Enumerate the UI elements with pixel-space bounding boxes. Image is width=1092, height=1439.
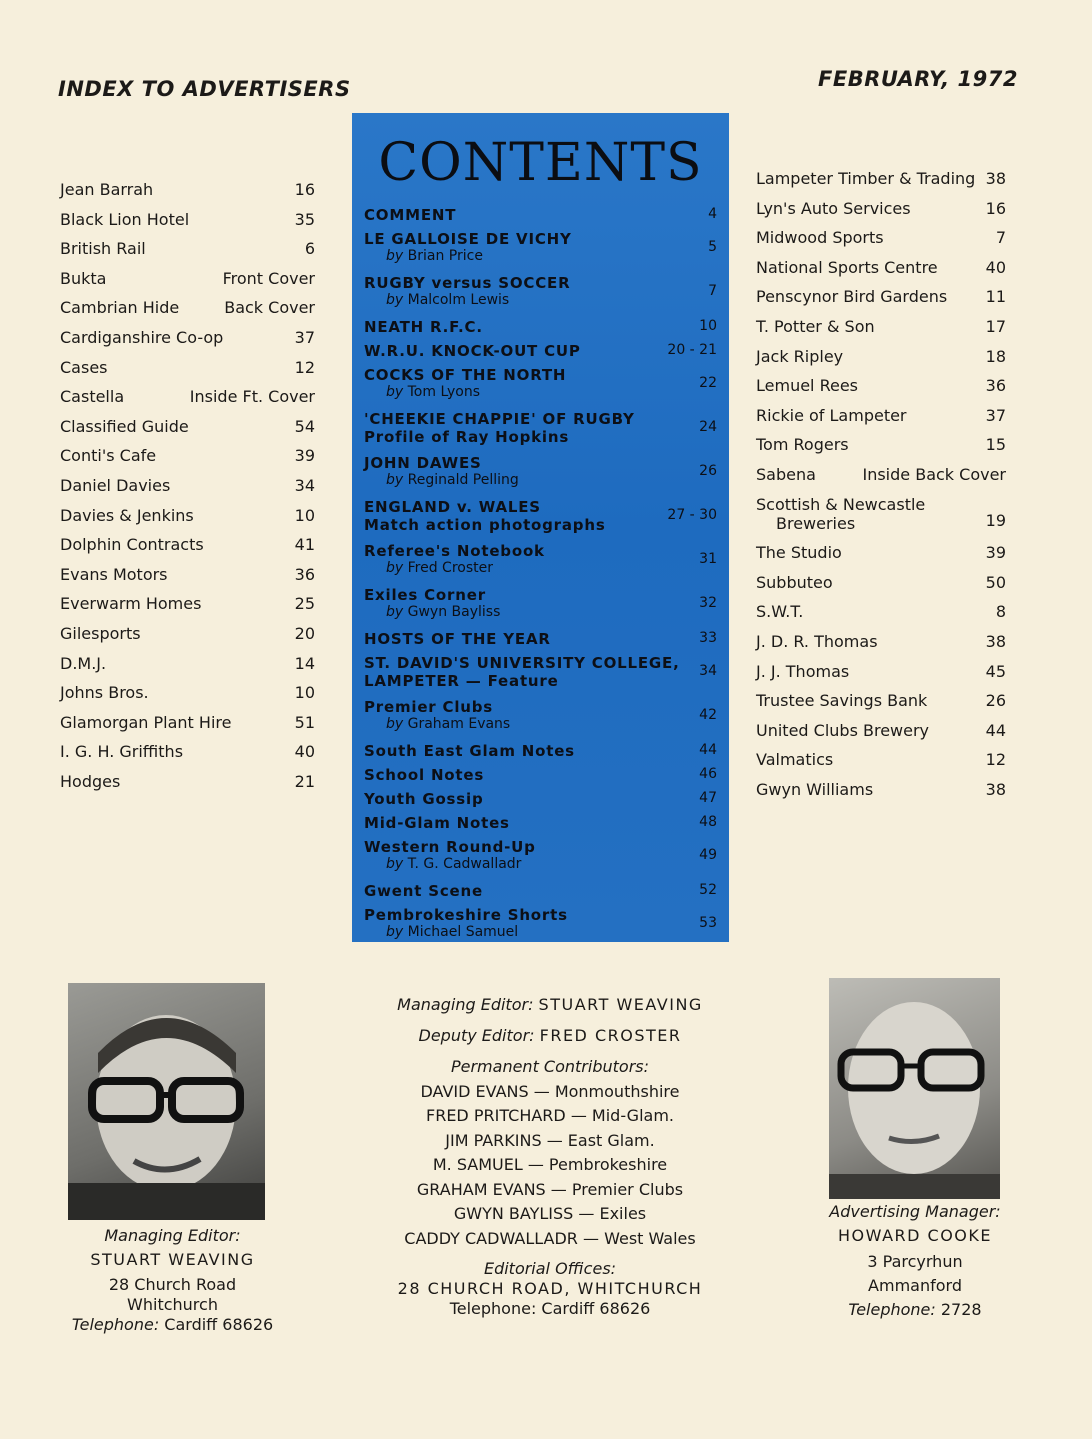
advertiser-name: Lyn's Auto Services [756, 198, 911, 218]
contents-entry-title: HOSTS OF THE YEAR [364, 630, 551, 648]
advertiser-name: Bukta [60, 268, 107, 288]
advertiser-page: 16 [985, 198, 1006, 218]
advertiser-name: Gilesports [60, 624, 141, 643]
contents-entry [364, 366, 717, 400]
contents-entry-page: 32 [699, 595, 717, 611]
advertiser-page: 20 [294, 624, 315, 643]
contents-entry-subtitle: Match action photographs [364, 516, 606, 534]
advertiser-row [756, 258, 1006, 284]
advertiser-row [756, 750, 1006, 776]
contents-entry-title: Western Round-Up [364, 838, 536, 856]
contents-entry-title: W.R.U. KNOCK-OUT CUP [364, 342, 581, 360]
advertiser-row [756, 376, 1006, 402]
advertiser-row [60, 269, 315, 295]
right-caption-role: Advertising Manager: [829, 1202, 1001, 1221]
advertiser-page: 12 [985, 750, 1006, 770]
contents-entry-title: Pembrokeshire Shorts [364, 906, 568, 924]
advertiser-row [756, 662, 1006, 688]
advertiser-row [756, 780, 1006, 806]
advertiser-name: Gwyn Williams [756, 780, 874, 799]
advertiser-page: 36 [985, 376, 1006, 396]
advertiser-name: British Rail [60, 239, 146, 259]
contents-entry-page: 48 [699, 814, 717, 830]
advertiser-name: Tom Rogers [756, 435, 849, 455]
advertiser-row [60, 210, 315, 236]
advertiser-row [756, 691, 1006, 717]
advertiser-name: Trustee Savings Bank [756, 691, 928, 711]
contents-entry-page: 26 [699, 463, 717, 479]
managing-editor-photo [68, 983, 265, 1220]
advertiser-page: 54 [294, 416, 315, 436]
right-caption-addr1: 3 Parcyrhun [867, 1252, 963, 1271]
contents-entry-page: 49 [699, 847, 717, 863]
advertiser-row [756, 632, 1006, 658]
left-caption-role: Managing Editor: [104, 1226, 241, 1245]
contents-entry [364, 814, 717, 832]
contents-entry-page: 7 [708, 283, 717, 299]
contents-entry-title: JOHN DAWES [364, 454, 482, 472]
advertiser-name: Everwarm Homes [60, 594, 202, 614]
advertiser-name: Cases [60, 357, 108, 377]
advertiser-page: Back Cover [224, 298, 315, 318]
contents-entry [364, 454, 717, 488]
advertiser-page: 18 [985, 346, 1006, 366]
advertiser-page: 38 [985, 632, 1006, 651]
advertiser-name: Jack Ripley [756, 346, 844, 366]
advertiser-page: 37 [294, 328, 315, 347]
advertiser-page: 19 [985, 510, 1006, 530]
advertiser-name: J. D. R. Thomas [756, 632, 878, 651]
advertiser-row [60, 298, 315, 324]
advertiser-row [60, 742, 315, 768]
advertiser-row [60, 446, 315, 472]
contents-entry-title: COMMENT [364, 206, 457, 224]
contents-entry-title: School Notes [364, 766, 485, 784]
advertiser-row [756, 602, 1006, 628]
contents-entry-title: ST. DAVID'S UNIVERSITY COLLEGE, [364, 654, 680, 672]
advertiser-name: Lampeter Timber & Trading [756, 169, 976, 188]
contributors-label: Permanent Contributors: [450, 1057, 649, 1076]
contents-entry-title: Mid-Glam Notes [364, 814, 510, 832]
advertiser-row [756, 435, 1006, 461]
advertiser-name: Jean Barrah [60, 180, 154, 199]
advertiser-name: Midwood Sports [756, 228, 884, 248]
contents-entry-page: 4 [708, 206, 717, 222]
advertiser-row [60, 358, 315, 384]
advertiser-row [60, 565, 315, 591]
advertiser-row [756, 573, 1006, 599]
advertiser-row [60, 683, 315, 709]
contents-entry [364, 586, 717, 620]
right-caption-phone: Telephone: 2728 [848, 1300, 982, 1319]
contents-entry-author: by Malcolm Lewis [386, 292, 510, 308]
contents-entry [364, 630, 717, 648]
contents-entry-title: Gwent Scene [364, 882, 483, 900]
contents-entry-title: 'CHEEKIE CHAPPIE' OF RUGBY [364, 410, 635, 428]
advertiser-row [756, 317, 1006, 343]
contents-entry-title: COCKS OF THE NORTH [364, 366, 567, 384]
contents-entry [364, 206, 717, 224]
advertiser-row [60, 506, 315, 532]
contents-entry-page: 27 - 30 [667, 507, 717, 523]
contents-entry-page: 52 [699, 882, 717, 898]
contents-entry-title: Premier Clubs [364, 698, 494, 716]
contributor: FRED PRITCHARD — Mid-Glam. [426, 1106, 674, 1125]
advertiser-name: Rickie of Lampeter [756, 405, 907, 425]
advertiser-page: 38 [985, 780, 1006, 799]
advertiser-row [756, 199, 1006, 225]
contents-entry-subtitle: Profile of Ray Hopkins [364, 428, 570, 446]
contents-entry [364, 882, 717, 900]
advertiser-page: 26 [985, 691, 1006, 711]
contents-entry-page: 46 [699, 766, 717, 782]
left-caption-phone: Telephone: Cardiff 68626 [71, 1315, 274, 1334]
advertiser-name: Cambrian Hide [60, 298, 180, 318]
contributor: CADDY CADWALLADR — West Wales [404, 1228, 696, 1248]
contents-entry-author: by Tom Lyons [386, 384, 480, 400]
advertiser-name: D.M.J. [60, 653, 107, 673]
advertiser-name: Black Lion Hotel [60, 209, 190, 229]
advertiser-page: 15 [985, 435, 1006, 455]
contents-entry-page: 31 [699, 551, 717, 567]
advertiser-name: Dolphin Contracts [60, 535, 204, 555]
left-caption-name: STUART WEAVING [90, 1250, 255, 1269]
advertiser-row [60, 328, 315, 354]
advertiser-page: 8 [995, 602, 1006, 622]
contents-entry [364, 230, 717, 264]
advertiser-page: 51 [294, 712, 315, 732]
contents-entry-page: 33 [699, 630, 717, 646]
advertiser-name: Sabena [756, 465, 816, 484]
contents-entry-page: 42 [699, 707, 717, 723]
advertiser-name: Scottish & Newcastle [756, 494, 926, 514]
advertiser-page: 34 [294, 476, 315, 495]
contents-entry-author: by Gwyn Bayliss [386, 604, 501, 620]
contributor: JIM PARKINS — East Glam. [445, 1130, 655, 1150]
advertiser-name: Classified Guide [60, 416, 189, 436]
advertiser-page: 16 [294, 180, 315, 199]
advertiser-page: 38 [985, 169, 1006, 188]
contributor: M. SAMUEL — Pembrokeshire [432, 1155, 668, 1174]
advertiser-row [60, 713, 315, 739]
advertiser-page: 10 [294, 683, 315, 703]
advertiser-name: I. G. H. Griffiths [60, 742, 184, 762]
advertiser-row [756, 721, 1006, 747]
right-caption-addr2: Ammanford [868, 1276, 962, 1295]
advertiser-name: Castella [60, 387, 125, 407]
advertiser-page: 45 [985, 661, 1006, 681]
advertiser-row [60, 772, 315, 798]
advertiser-page: 10 [294, 505, 315, 525]
contents-entry [364, 274, 717, 308]
contents-entry [364, 654, 717, 690]
left-caption-addr2: Whitchurch [127, 1295, 218, 1314]
index-heading: INDEX TO ADVERTISERS [58, 77, 351, 101]
contents-entry-page: 53 [699, 915, 717, 931]
advertiser-name: National Sports Centre [756, 257, 938, 277]
advertiser-name: Evans Motors [60, 564, 168, 584]
advertiser-name: Subbuteo [756, 572, 833, 592]
advertiser-name: Valmatics [756, 750, 834, 770]
contributor: GRAHAM EVANS — Premier Clubs [416, 1179, 684, 1199]
advertiser-row [60, 387, 315, 413]
advertiser-name: Glamorgan Plant Hire [60, 712, 232, 732]
contents-entry-title: South East Glam Notes [364, 742, 575, 760]
contents-entry [364, 698, 717, 732]
contents-entry-page: 44 [699, 742, 717, 758]
issue-date: FEBRUARY, 1972 [818, 67, 1018, 91]
portrait-illustration [829, 978, 1000, 1199]
advertiser-name: Cardiganshire Co-op [60, 328, 224, 347]
advertiser-page: 40 [985, 257, 1006, 277]
advertiser-name: T. Potter & Son [756, 317, 875, 336]
advertiser-row [756, 287, 1006, 313]
advertiser-row [756, 543, 1006, 569]
deputy-editor-line: Deputy Editor: FRED CROSTER [418, 1025, 682, 1045]
advertiser-name: Davies & Jenkins [60, 505, 194, 525]
contents-entry [364, 906, 717, 940]
advertiser-row [60, 535, 315, 561]
contents-entry [364, 742, 717, 760]
advertiser-page: 41 [294, 535, 315, 555]
left-caption [60, 1226, 285, 1335]
advertiser-row [756, 406, 1006, 432]
advertiser-row [60, 180, 315, 206]
advertiser-row [756, 228, 1006, 254]
staff-block [360, 993, 740, 1319]
contents-entry-author: by Michael Samuel [386, 924, 519, 940]
contents-entry-title: ENGLAND v. WALES [364, 498, 541, 516]
advertiser-page: 7 [995, 228, 1006, 248]
advertiser-page: 14 [294, 653, 315, 673]
offices-label: Editorial Offices: [483, 1259, 617, 1278]
contents-entry [364, 766, 717, 784]
contents-entry-author: by Graham Evans [386, 716, 511, 732]
contents-entry-page: 34 [699, 663, 717, 679]
managing-editor-line: Managing Editor: STUART WEAVING [397, 995, 703, 1014]
advertiser-name: Penscynor Bird Gardens [756, 287, 948, 307]
contents-title: CONTENTS [378, 133, 703, 193]
contents-entry [364, 498, 717, 534]
advertiser-page: 12 [294, 357, 315, 377]
advertiser-row [60, 417, 315, 443]
contents-entry-subtitle: LAMPETER — Feature [364, 672, 559, 690]
advertiser-page: Inside Back Cover [862, 465, 1006, 484]
contents-entry-title: RUGBY versus SOCCER [364, 274, 571, 292]
contents-entry-page: 10 [699, 318, 717, 334]
advertiser-page: 21 [294, 772, 315, 791]
contributor: GWYN BAYLISS — Exiles [453, 1204, 647, 1223]
contributors-list [360, 1080, 740, 1252]
advertiser-page: 6 [304, 239, 315, 259]
advertiser-name: S.W.T. [756, 602, 804, 622]
contents-entry [364, 790, 717, 808]
advertiser-name: Daniel Davies [60, 476, 171, 495]
right-caption-name: HOWARD COOKE [838, 1226, 992, 1245]
contents-entry-title: Referee's Notebook [364, 542, 545, 560]
advertiser-row [60, 476, 315, 502]
advertiser-page: 35 [294, 209, 315, 229]
advertiser-name: Lemuel Rees [756, 376, 858, 396]
contents-entry [364, 838, 717, 872]
advertiser-page: 44 [985, 720, 1006, 740]
contents-entry-author: by T. G. Cadwalladr [386, 856, 522, 872]
advertiser-page: Inside Ft. Cover [189, 387, 315, 407]
contents-entry-page: 5 [708, 239, 717, 255]
advertiser-name: J. J. Thomas [756, 661, 850, 681]
contents-entry-title: LE GALLOISE DE VICHY [364, 230, 572, 248]
contents-entry-page: 22 [699, 375, 717, 391]
advertiser-row [60, 654, 315, 680]
advertiser-page: 39 [294, 446, 315, 466]
contents-entry-author: by Brian Price [386, 248, 483, 264]
advertiser-page: 11 [985, 287, 1006, 307]
advertiser-page: 37 [985, 405, 1006, 425]
contents-entry-page: 20 - 21 [667, 342, 717, 358]
contents-entry-title: Exiles Corner [364, 586, 486, 604]
advertiser-row [60, 239, 315, 265]
contents-entry [364, 410, 717, 446]
contents-entry-page: 47 [699, 790, 717, 806]
contents-entry-title: NEATH R.F.C. [364, 318, 483, 336]
offices-address: 28 CHURCH ROAD, WHITCHURCH [397, 1279, 703, 1298]
advertiser-page: 25 [294, 594, 315, 614]
contents-entry-page: 24 [699, 419, 717, 435]
contributor: DAVID EVANS — Monmouthshire [420, 1081, 680, 1101]
contents-panel [352, 113, 729, 942]
advertiser-row [60, 624, 315, 650]
contents-entry-title: Youth Gossip [364, 790, 484, 808]
advertiser-row [756, 494, 1006, 533]
advertiser-name: United Clubs Brewery [756, 720, 930, 740]
advertiser-name: Johns Bros. [60, 683, 149, 703]
advertiser-row [756, 465, 1006, 491]
contents-entry [364, 542, 717, 576]
advertiser-page: 36 [294, 564, 315, 584]
advertiser-page: 39 [985, 543, 1006, 563]
contents-entry [364, 318, 717, 336]
contents-entry-author: by Reginald Pelling [386, 472, 519, 488]
advertiser-page: Front Cover [222, 268, 315, 288]
right-caption [810, 1202, 1020, 1320]
advertiser-name: Conti's Cafe [60, 446, 157, 466]
offices-phone: Telephone: Cardiff 68626 [449, 1299, 651, 1318]
advertiser-name: The Studio [756, 543, 842, 563]
portrait-illustration [68, 983, 265, 1220]
advertiser-name: Hodges [60, 772, 121, 791]
contents-entry [364, 342, 717, 360]
advertiser-row [60, 594, 315, 620]
advertiser-row [756, 347, 1006, 373]
advertiser-page: 17 [985, 317, 1006, 336]
advertising-manager-photo [829, 978, 1000, 1199]
advertiser-row [756, 169, 1006, 195]
advertiser-name-cont: Breweries [776, 513, 856, 533]
left-caption-addr1: 28 Church Road [108, 1275, 237, 1294]
advertiser-page: 40 [294, 742, 315, 762]
advertiser-page: 50 [985, 572, 1006, 592]
contents-entry-author: by Fred Croster [386, 560, 493, 576]
